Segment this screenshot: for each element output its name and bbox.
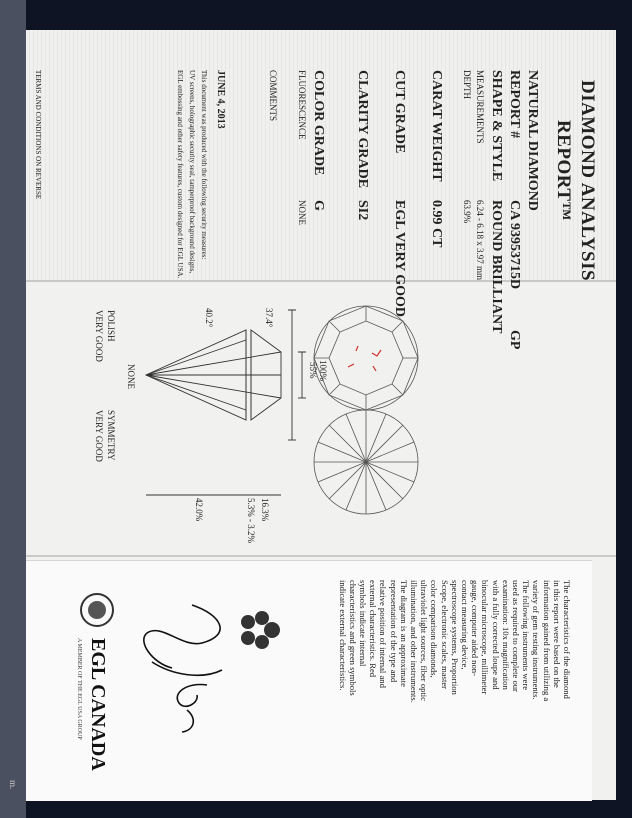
description-line: with a fully corrected loupe and [490,580,501,690]
description-line: ultraviolet light sources, fiber optic [419,580,430,701]
carat-weight-value: 0.99 CT [429,200,444,248]
shape-style-label: SHAPE & STYLE [489,70,504,182]
description-line: indicate external characteristics. [337,580,348,691]
crown-angle: 37.4° [264,308,274,328]
total-depth-percent: 100% [318,360,328,381]
report-number-value: CA 93953715D [507,200,522,290]
polish-label: POLISH [106,310,116,342]
description-line: symbols indicate internal [357,580,368,667]
cut-grade-label: CUT GRADE [392,70,407,154]
security-note-line1: This document was produced with the following security measures: [200,70,208,260]
measurements-value: 6.24 - 6.18 x 3.97 mm [475,200,485,280]
report-date: JUNE 4, 2013 [215,70,226,129]
description-line: used as required to complete our [510,580,521,692]
table-percent: 55% [308,362,318,379]
description-line: contact measuring device, [459,580,470,670]
crown-plot-icon [314,306,418,410]
description-line: color comparison diamonds, [429,580,440,678]
girdle-percent: 5.3% - 3.2% [246,498,256,543]
description-line: illumination, and other instruments. [408,580,419,703]
carat-weight-label: CARAT WEIGHT [429,70,444,182]
polish-value: VERY GOOD [94,310,104,362]
diamond-diagram [26,280,616,560]
description-line: The characteristics of the diamond [562,580,572,699]
description-line: characteristics and green symbols [347,580,358,696]
clarity-grade-value: SI2 [355,200,370,221]
culet-value: NONE [126,364,136,389]
fluorescence-value: NONE [297,200,307,225]
description-line: The diagram is an approximate [398,580,409,687]
depth-value: 63.9% [462,200,472,224]
inclusion-marks-icon [348,346,381,371]
color-grade-value: G [311,200,326,211]
fluorescence-label: FLUORESCENCE [297,70,307,140]
security-note-line2: UV screens, holographic security seal, tamperproof background designs, [188,70,196,274]
description-line: binocular microscope, millimeter [480,580,491,695]
description-line: relative position of internal and [378,580,389,688]
report-number-label: REPORT # [507,70,522,139]
crown-height-percent: 16.3% [260,498,270,522]
description-line: gauge, computer aided non- [470,580,481,676]
symmetry-value: VERY GOOD [94,410,104,462]
terms-note: TERMS AND CONDITIONS ON REVERSE [34,70,42,200]
report-title-line2: REPORT™ [553,120,574,222]
description-line: in this report were based on the [551,580,562,688]
cut-grade-value: EGL VERY GOOD [392,200,407,317]
description-line: variety of gem testing instruments. [531,580,542,700]
egl-canada-brand: EGL CANADA [87,638,109,771]
clarity-grade-label: CLARITY GRADE [355,70,370,189]
symmetry-label: SYMMETRY [106,410,116,461]
signature-icon [144,605,222,732]
footer-graphics [32,580,302,780]
scan-edge [0,0,26,818]
security-note-line3: EGL embossing and other safety features, custom designed for EGL USA. [176,70,184,279]
description-line: information gained from utilizing a [541,580,552,702]
depth-label: DEPTH [462,70,472,99]
natural-diamond-label: NATURAL DIAMOND [525,70,540,211]
pavilion-plot-icon [314,410,418,514]
egl-flower-logo-icon [241,611,280,649]
egl-seal-logo-icon [81,594,113,626]
comments-label: COMMENTS [268,70,278,122]
description-line: external characteristics. Red [368,580,379,678]
description-line: representation of the type and [388,580,399,683]
description-line: examination: 10x magnification [500,580,511,690]
description-line: spectroscope systems, Proportion [449,580,460,695]
report-title-line1: DIAMOND ANALYSIS [577,80,598,282]
margin-mark: m. [8,780,18,790]
instrument-description [337,580,572,790]
shape-style-value: ROUND BRILLIANT [489,200,504,334]
profile-diagram [146,310,306,495]
description-line: Scope, electronic scales, master [439,580,450,690]
measurements-label: MEASUREMENTS [475,70,485,144]
pavilion-angle: 40.2° [204,308,214,328]
egl-tagline: A MEMBER OF THE EGL USA GROUP [76,638,82,740]
pavilion-depth-percent: 42.0% [194,498,204,522]
color-grade-label: COLOR GRADE [311,70,326,176]
report-suffix: GP [507,330,522,350]
description-line: The following instruments were [521,580,532,691]
